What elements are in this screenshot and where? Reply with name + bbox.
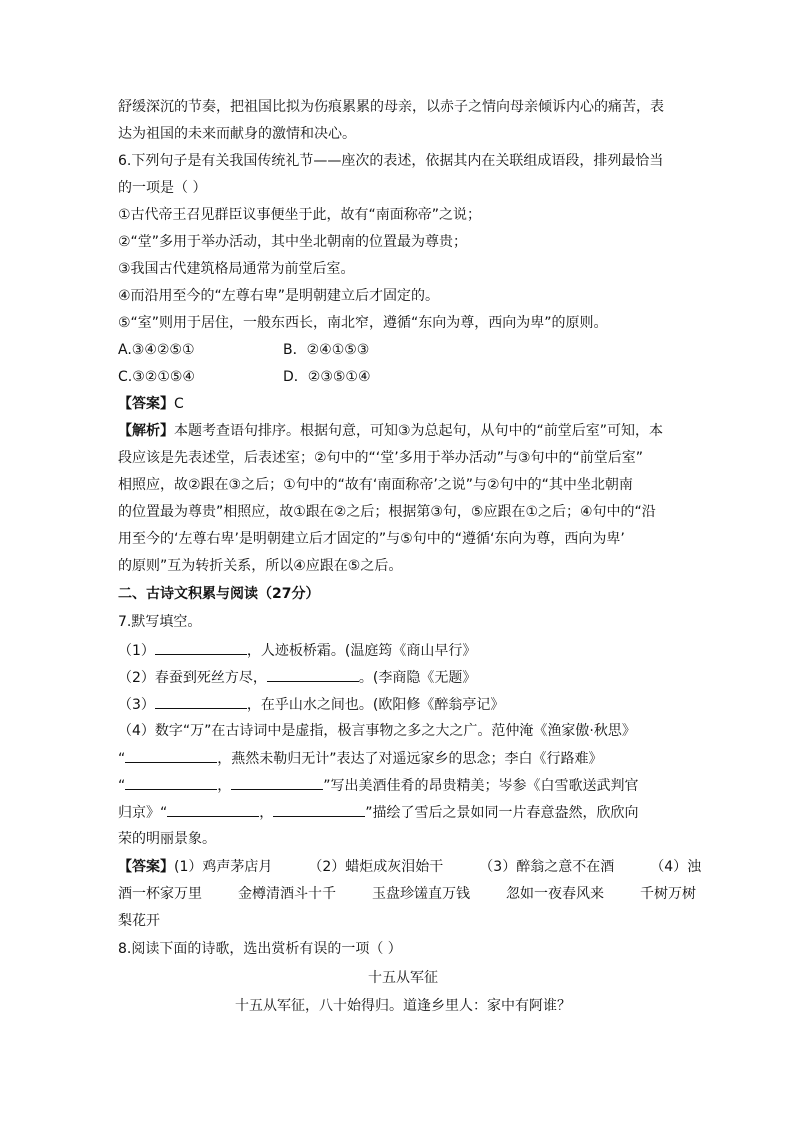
answer-tag: 【答案】 (118, 859, 174, 875)
answer-7-cont: 梨花开 (118, 913, 160, 929)
answer-blank (231, 775, 323, 790)
option-a: A.③④②⑤① (118, 342, 195, 358)
answer-value: C (174, 396, 184, 412)
options-row-2 (118, 367, 688, 387)
option-c: C.③②①⑤④ (118, 369, 195, 385)
answer-blank (155, 694, 247, 709)
poem-title: 十五从军征 (368, 970, 438, 986)
option-b: B．②④①⑤③ (283, 342, 370, 358)
fill-item-3: （3） ，在乎山水之间也。(欧阳修《醉翁亭记》 (118, 694, 688, 715)
sentence-2: ②“堂”多用于举办活动，其中坐北朝南的位置最为尊贵； (118, 234, 468, 250)
answer-blank (167, 802, 259, 817)
question-6-stem: 6.下列句子是有关我国传统礼节——座次的表述，依据其内在关联组成语段，排列最恰当 (118, 153, 664, 169)
sentence-3: ③我国古代建筑格局通常为前堂后室。 (118, 261, 355, 277)
fill-item-1: （1） ，人迹板桥霜。(温庭筠《商山早行》 (118, 640, 688, 661)
poem-line: 十五从军征，八十始得归。道逢乡里人：家中有阿谁？ (235, 998, 571, 1014)
fill-item-2: （2）春蚕到死丝方尽， 。(李商隐《无题》 (118, 667, 688, 688)
analysis-tag: 【解析】 (118, 423, 174, 439)
section-title: 二、古诗文积累与阅读（27分） (118, 586, 320, 602)
option-d: D．②③⑤①④ (283, 369, 371, 385)
fill-item-4: （4）数字“万”在古诗词中是虚指，极言事物之多之大之广。范仲淹《渔家傲·秋思》 (118, 723, 636, 739)
analysis-line: 段应该是先表述堂，后表述室；②句中的“‘堂’多用于举办活动”与③句中的“前堂后室” (118, 450, 644, 466)
answer-6 (118, 394, 688, 414)
analysis-line: 【解析】本题考查语句排序。根据句意，可知③为总起句，从句中的“前堂后室”可知，本 (118, 423, 664, 439)
question-7-stem: 7.默写填空。 (118, 614, 202, 630)
answer-blank (125, 748, 217, 763)
analysis-line: 的原则”互为转折关系，所以④应跟在⑤之后。 (118, 558, 403, 574)
question-6-stem-cont: 的一项是（ ） (118, 180, 207, 196)
analysis-line: 相照应，故②跟在③之后；①句中的“故有‘南面称帝’之说”与②句中的“其中坐北朝南 (118, 477, 633, 493)
answer-7-cont: 酒一杯家万里 金樽清酒斗十千 玉盘珍馐直万钱 忽如一夜春风来 千树万树 (118, 886, 696, 902)
answer-blank (125, 775, 217, 790)
analysis-line: 用至今的‘左尊右卑’是明朝建立后才固定的”与⑤句中的“遵循‘东向为尊，西向为卑’ (118, 531, 625, 547)
sentence-1: ①古代帝王召见群臣议事便坐于此，故有“南面称帝”之说； (118, 207, 482, 223)
answer-blank (273, 802, 365, 817)
answer-tag: 【答案】 (118, 396, 174, 412)
fill-item-4-line: “ ， ”写出美酒佳肴的昂贵精美；岑参《白雪歌送武判官 (118, 775, 688, 796)
sentence-4: ④而沿用至今的“左尊右卑”是明朝建立后才固定的。 (118, 288, 440, 304)
analysis-line: 的位置最为尊贵”相照应，故①跟在②之后；根据第③句，⑤应跟在①之后；④句中的“沿 (118, 504, 656, 520)
answer-blank (267, 667, 359, 682)
answer-7: 【答案】(1）鸡声茅店月 （2）蜡炬成灰泪始干 （3）醉翁之意不在酒 （4）浊 (118, 859, 702, 875)
answer-blank (155, 640, 247, 655)
fill-item-4-line: 归京》“ ， ”描绘了雪后之景如同一片春意盎然，欣欣向 (118, 802, 688, 823)
options-row-1 (118, 340, 688, 360)
text-line: 舒缓深沉的节奏，把祖国比拟为伤痕累累的母亲，以赤子之情向母亲倾诉内心的痛苦，表 (118, 99, 664, 115)
sentence-5: ⑤“室”则用于居住，一般东西长，南北窄，遵循“东向为尊，西向为卑”的原则。 (118, 315, 608, 331)
fill-item-4-line: 荣的明丽景象。 (118, 831, 216, 847)
question-8-stem: 8.阅读下面的诗歌，选出赏析有误的一项（ ） (118, 941, 402, 957)
fill-item-4-line: “ ，燕然未勒归无计”表达了对遥远家乡的思念；李白《行路难》 (118, 748, 688, 769)
text-line: 达为祖国的未来而献身的激情和决心。 (118, 126, 356, 142)
